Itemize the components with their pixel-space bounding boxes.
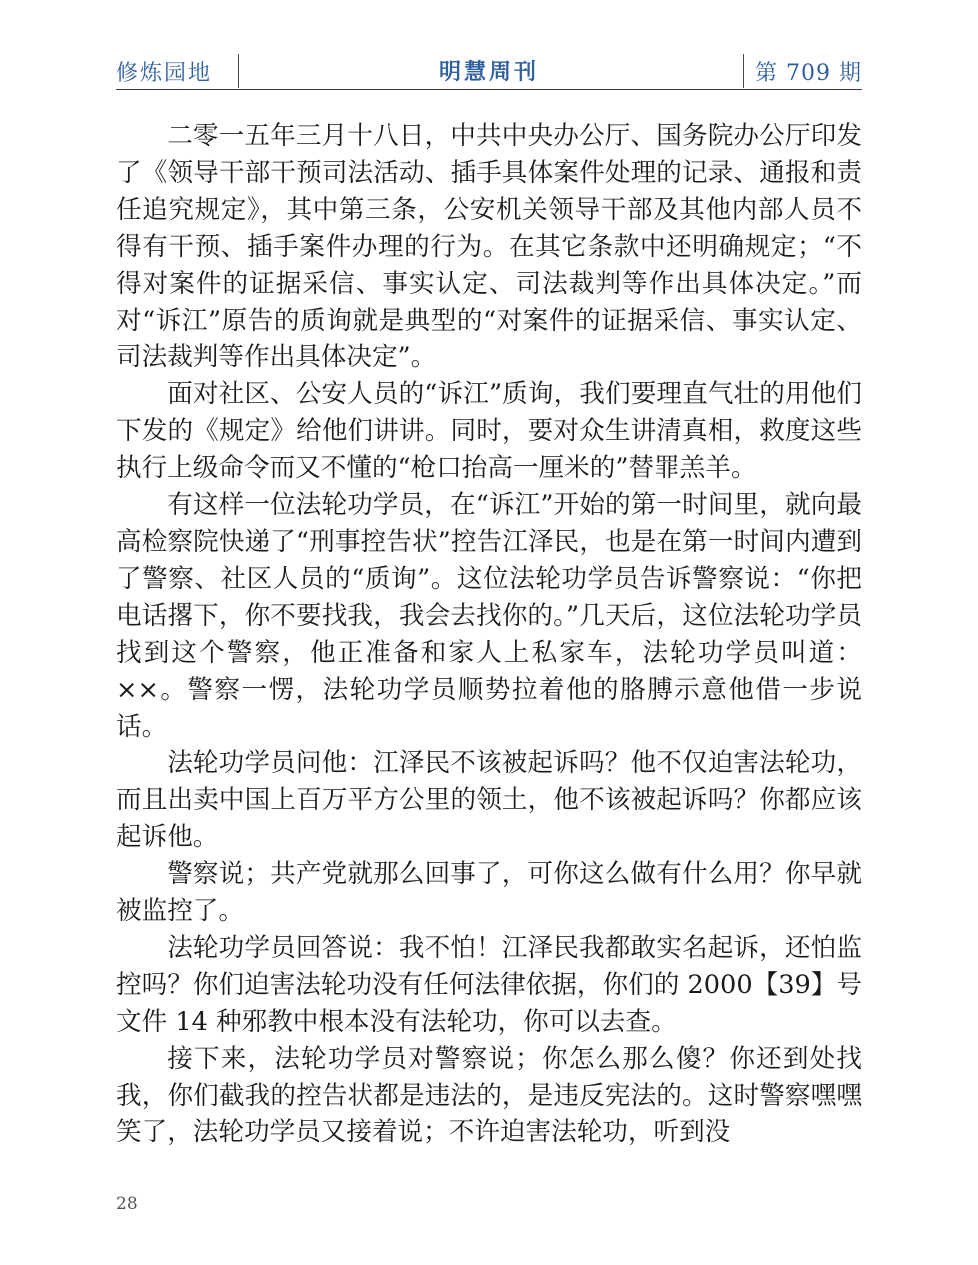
publication-title: 明慧周刊 [438, 59, 539, 85]
issue-number: 第 709 期 [755, 61, 862, 86]
paragraph: 面对社区、公安人员的“诉江”质询，我们要理直气壮的用他们下发的《规定》给他们讲讲。同时，要对众生讲清真相，救度这些执行上级命令而又不懂的“枪口抬高一厘米的”替罪羔羊。 [116, 379, 862, 484]
paragraph: 接下来，法轮功学员对警察说；你怎么那么傻？你还到处找我，你们截我的控告状都是违法的，是违反宪法的。这时警察嘿嘿笑了，法轮功学员又接着说；不许迫害法轮功，听到没 [116, 1043, 862, 1148]
paragraph: 二零一五年三月十八日，中共中央办公厅、国务院办公厅印发了《领导干部干预司法活动、插手具体案件处理的记录、通报和责任追究规定》，其中第三条，公安机关领导干部及其他内部人员不得有干预、插手案件办理的行为。在其它条款中还明确规定；“不得对案件的证据采信、事实认定、司法裁判等作出具体决定。”而对“诉江”原告的质询就是典型的“对案件的证据采信、事实认定、司法裁判等作出具体决定”。 [116, 121, 862, 373]
paragraph: 法轮功学员回答说：我不怕！江泽民我都敢实名起诉，还怕监控吗？你们迫害法轮功没有任何法律依据，你们的 2000【39】号文件 14 种邪教中根本没有法轮功，你可以去查。 [116, 932, 862, 1037]
page-header [116, 50, 862, 90]
paragraph: 有这样一位法轮功学员，在“诉江”开始的第一时间里，就向最高检察院快递了“刑事控告状”控告江泽民，也是在第一时间内遭到了警察、社区人员的“质询”。这位法轮功学员告诉警察说：“你把电话撂下，你不要找我，我会去找你的。”几天后，这位法轮功学员找到这个警察，他正准备和家人上私家车，法轮功学员叫道：××。警察一愣，法轮功学员顺势拉着他的胳膊示意他借一步说话。 [116, 490, 862, 742]
section-name: 修炼园地 [116, 61, 213, 86]
page-number: 28 [116, 1194, 138, 1214]
paragraph: 法轮功学员问他：江泽民不该被起诉吗？他不仅迫害法轮功，而且出卖中国上百万平方公里的领土，他不该被起诉吗？你都应该起诉他。 [116, 748, 862, 853]
header-divider-right [743, 54, 744, 88]
header-rule [116, 89, 862, 90]
paragraph: 警察说；共产党就那么回事了，可你这么做有什么用？你早就被监控了。 [116, 859, 862, 927]
article-body [116, 118, 862, 1151]
